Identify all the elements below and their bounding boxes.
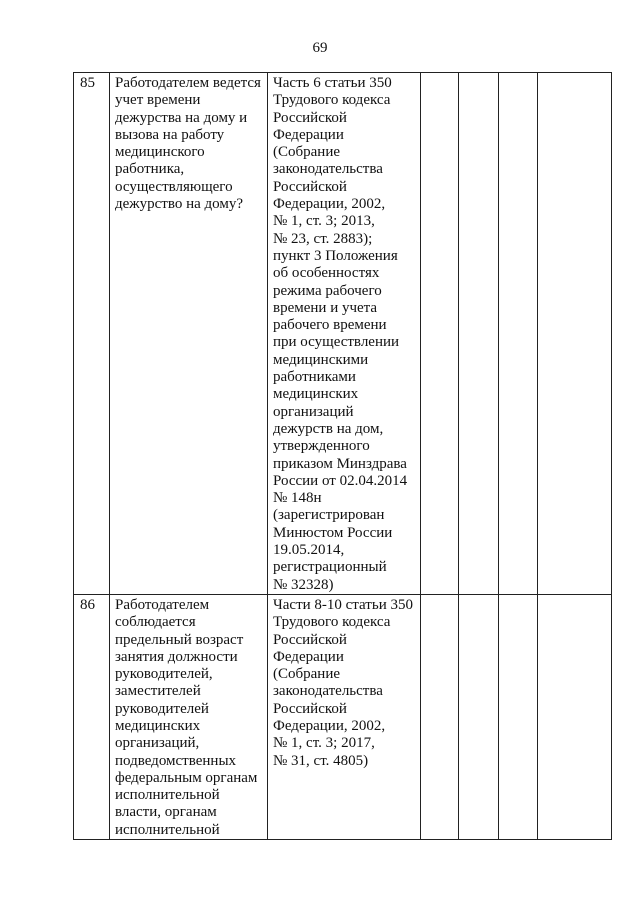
answer-cell-no[interactable] [459,73,499,595]
row-number-cell [74,73,110,595]
page-number: 69 [312,40,328,56]
table-row [74,73,612,595]
notes-cell[interactable] [538,73,612,595]
table-row [74,594,612,839]
legal-reference-text: Части 8-10 статьи 350 Трудового кодекса Российской Федерации (Собрание законодательства Российской Федерации, 2002, № 1, ст. 3; 2017, № 31, ст. 4805) [273,596,413,769]
row-number-cell [74,594,110,839]
notes-cell[interactable] [538,594,612,839]
answer-cell-yes[interactable] [421,73,459,595]
answer-cell-na[interactable] [499,594,538,839]
checklist-table [73,72,612,840]
question-cell [110,594,268,839]
legal-reference-text: Часть 6 статьи 350 Трудового кодекса Российской Федерации (Собрание законодательства Российской Федерации, 2002, № 1, ст. 3; 2013, № 23, ст. 2883); пункт 3 Положения об особенностях режима рабочего времени и учета рабочего времени при осуществлении медицинскими работниками медицинских организаций дежурств на дом, утвержденного приказом Минздрава России от 02.04.2014 № 148н (зарегистрирован Минюстом России 19.05.2014, регистрационный № 32328) [273,75,408,593]
answer-cell-na[interactable] [499,73,538,595]
question-text: Работодателем соблюдается предельный возраст занятия должности руководителей, заместителей руководителей медицинских организаций, подведомственных федеральным органам исполнительной власти, органам исполнительной [115,596,258,838]
row-number: 86 [80,596,95,613]
reference-cell [268,73,421,595]
answer-cell-yes[interactable] [421,594,459,839]
answer-cell-no[interactable] [459,594,499,839]
question-cell [110,73,268,595]
reference-cell [268,594,421,839]
row-number: 85 [80,75,95,91]
question-text: Работодателем ведется учет времени дежурства на дому и вызова на работу медицинского работника, осуществляющего дежурство на дому? [115,75,261,213]
